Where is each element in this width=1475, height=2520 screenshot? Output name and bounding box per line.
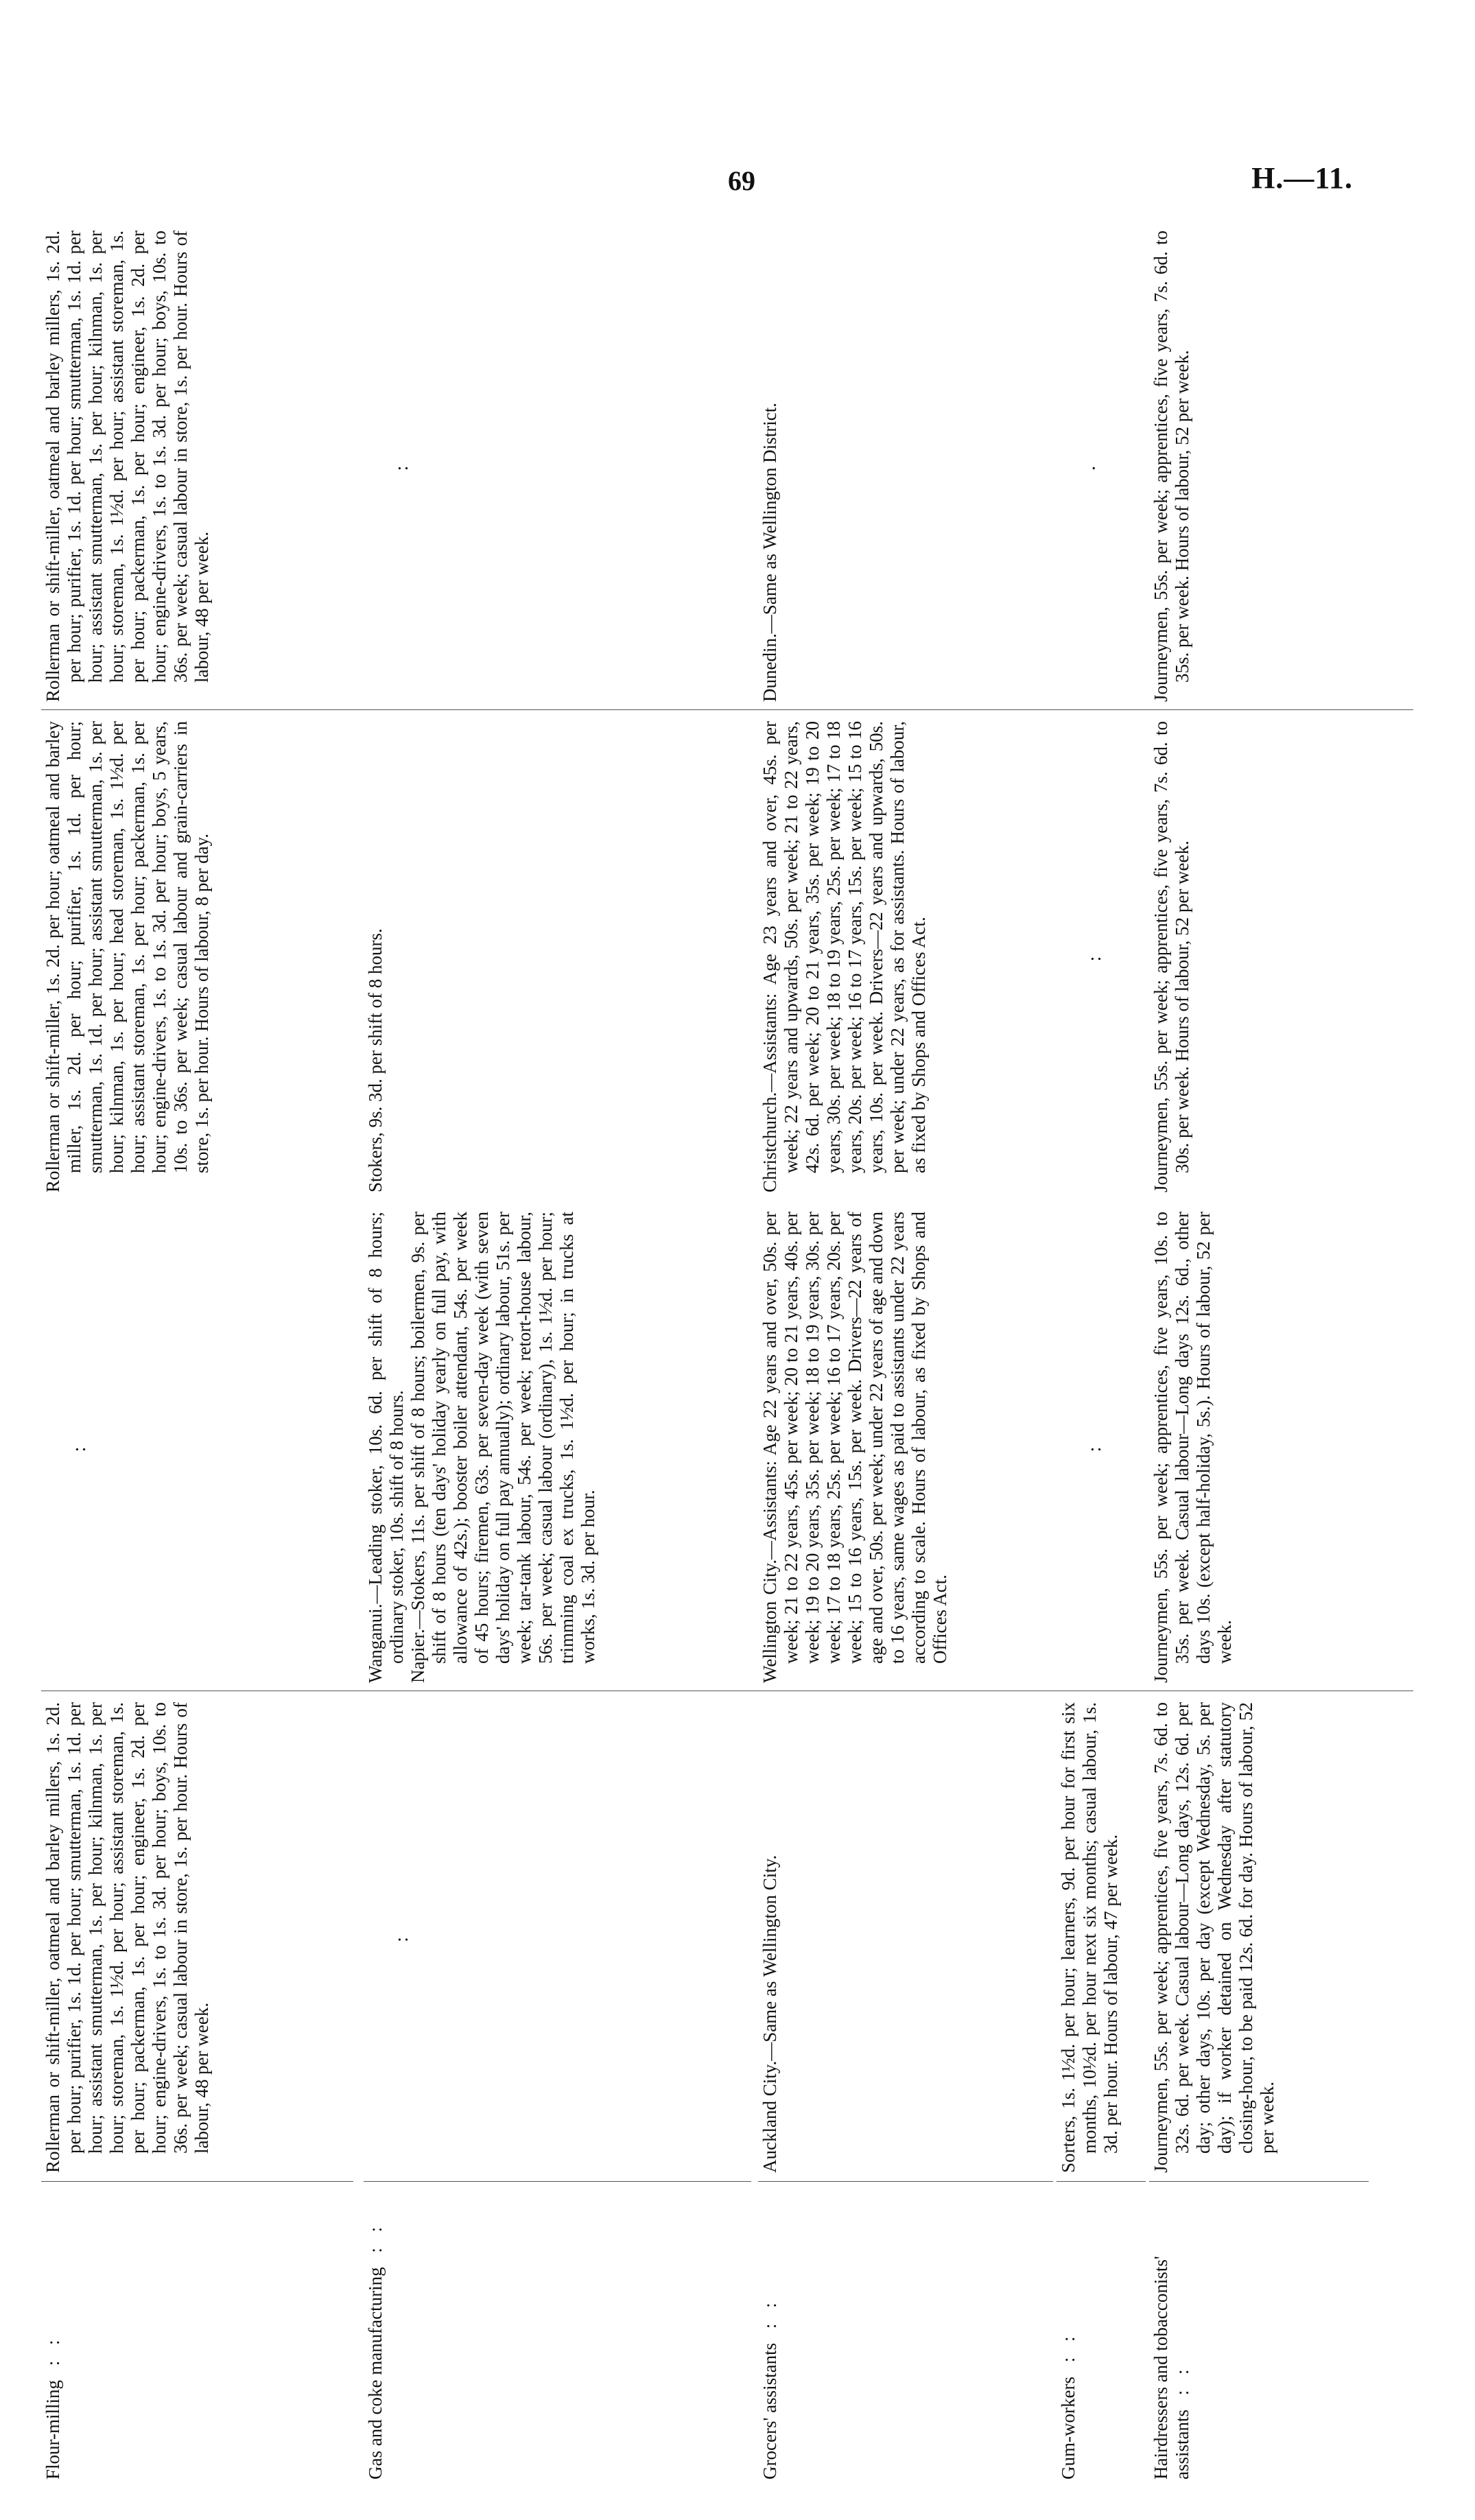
table-row [1149,220,1369,2484]
auckland-cell [758,1691,1053,2182]
christchurch-cell [41,710,353,1201]
leader-dots: : : [1172,2364,1192,2396]
wage-text: Rollerman or shift-miller, oatmeal and barley millers, 1s. 2d. per hour; purifier, 1s. 1d. per hour; smutterman, 1s. 1d. per hour; assistant smutterman, 1s. per hour; kilnman, 1s. per hour; storeman, 1s. 1½d. per hour; assistant storeman, 1s. per hour; packerman, 1s. per hour; engineer, 1s. 2d. per hour; engine-drivers, 1s. to 1s. 3d. per hour; boys, 10s. to 36s. per week; casual labour in store, 1s. per hour. Hours of labour, 48 per week. [43,1702,212,2173]
industry-cell [41,2182,353,2484]
auckland-cell [1149,1691,1369,2182]
table-row [41,220,353,2484]
leader-dots: : [1084,1442,1105,1452]
wellington-cell [1149,1201,1369,1691]
wellington-cell [758,1201,1053,1691]
page-number: 69 [728,165,755,196]
industry-label: Hairdressers and tobacconists' assistants [1150,2256,1192,2480]
wage-text: Stokers, 9s. 3d. per shift of 8 hours. [365,928,386,1192]
table-row [758,220,1053,2484]
leader-dots: : : [43,2334,63,2366]
auckland-cell [364,1691,751,2182]
wage-text: Rollerman or shift-miller, oatmeal and barley millers, 1s. 2d. per hour; purifier, 1s. 1d. per hour; smutterman, 1s. 1d. per hour; assistant smutterman, 1s. per hour; kilnman, 1s. per hour; storeman, 1s. 1½d. per hour; assistant storeman, 1s. per hour; packerman, 1s. per hour; engineer, 1s. 2d. per hour; engine-drivers, 1s. to 1s. 3d. per hour; boys, 10s. to 36s. per week; casual labour in store, 1s. per hour. Hours of labour, 48 per week. [43,231,212,702]
dunedin-cell [41,220,353,710]
leader-dots: : [69,1442,90,1452]
auckland-cell [1057,1691,1146,2182]
wage-text: Auckland City.—Same as Wellington City. [759,1854,780,2173]
leader-dots: : [391,1933,412,1942]
table-row [1057,220,1146,2484]
leader-dots: : : [1058,2331,1078,2363]
document-code: H.—11. [1251,161,1353,195]
industry-cell [758,2182,1053,2484]
wage-text: Journeymen, 55s. per week; apprentices, five years, 7s. 6d. to 35s. per week. Hours of labour, 52 per week. [1150,231,1192,702]
wage-text: Sorters, 1s. 1½d. per hour; learners, 9d. per hour for first six months, 10½d. per hour next six months; casual labour, 1s. 3d. per hour. Hours of labour, 47 per week. [1058,1702,1121,2173]
leader-dots: : : [759,2297,780,2329]
christchurch-cell [758,710,1053,1201]
christchurch-cell [1149,710,1369,1201]
industry-cell [364,2182,751,2484]
auckland-cell [41,1691,353,2182]
dunedin-cell [364,220,751,710]
wage-text: Dunedin.—Same as Wellington District. [759,402,780,702]
leader-dots: : [391,461,412,471]
wage-text: Christchurch.—Assistants: Age 23 years and over, 45s. per week; 22 years and upwards, 50s. per week; 21 to 22 years, 42s. 6d. per week; 20 to 21 years, 35s. per week; 19 to 20 years, 30s. per week; 18 to 19 years, 25s. per week; 17 to 18 years, 20s. per week; 16 to 17 years, 15s. per week; 15 to 16 years, 10s. per week. Drivers—22 years and upwards, 50s. per week; under 22 years, as for assistants. Hours of labour, as fixed by Shops and Offices Act. [759,721,929,1192]
industry-label: Gum-workers [1058,2377,1078,2480]
leader-dots: : [1084,952,1105,962]
wellington-cell [1057,1201,1146,1691]
dunedin-cell [1149,220,1369,710]
industry-label: Flour-milling [43,2380,63,2480]
wages-table [41,220,1434,2484]
wage-text: Napier.—Stokers, 11s. per shift of 8 hours; boilermen, 9s. per shift of 8 hours (ten days' holiday yearly on full pay, with allowance of 42s.); booster boiler attendant, 54s. per week of 45 hours; firemen, 63s. per seven-day week (with seven days' holiday on full pay annually); ordinary labour, 51s. per week; tar-tank labour, 54s. per week; retort-house labour, 56s. per week; casual labour (ordinary), 1s. 1½d. per hour; trimming coal ex trucks, 1s. 1½d. per hour; in trucks at works, 1s. 3d. per hour. [408,1212,598,1683]
wage-text: Journeymen, 55s. per week; apprentices, five years, 7s. 6d. to 32s. 6d. per week. Casual labour—Long days, 12s. 6d. per day; other days, 10s. per day (except Wednesday, 5s. per day); if worker detained on Wednesday after statutory closing-hour, to be paid 12s. 6d. for day. Hours of labour, 52 per week. [1150,1702,1277,2173]
christchurch-cell [1057,710,1146,1201]
dunedin-cell [1057,220,1146,710]
table-row [364,220,751,2484]
industry-label: Grocers' assistants [759,2342,780,2480]
wage-text: Journeymen, 55s. per week; apprentices, five years, 7s. 6d. to 30s. per week. Hours of labour, 52 per week. [1150,721,1192,1192]
wage-text: Wanganui.—Leading stoker, 10s. 6d. per shift of 8 hours; ordinary stoker, 10s. shift of 8 hours. [365,1212,407,1683]
leader-dots: : : [365,2221,386,2253]
wage-text: Journeymen, 55s. per week; apprentices, five years, 10s. to 35s. per week. Casual labour—Long days 12s. 6d., other days 10s. (except half-holiday, 5s.). Hours of labour, 52 per week. [1150,1212,1235,1683]
column-divider [41,709,1413,710]
wellington-cell [364,1201,751,1691]
wellington-cell [41,1201,353,1691]
wage-text: Rollerman or shift-miller, 1s. 2d. per hour; oatmeal and barley miller, 1s. 2d. per hour; purifier, 1s. 1d. per hour; smutterman, 1s. 1d. per hour; assistant smutterman, 1s. per hour; kilnman, 1s. per hour; head storeman, 1s. 1½d. per hour; assistant storeman, 1s. per hour; packerman, 1s. per hour; engine-drivers, 1s. to 1s. 3d. per hour; boys, 5 years, 10s. to 36s. per week; casual labour and grain-carriers in store, 1s. per hour. Hours of labour, 8 per day. [43,721,212,1192]
wage-text: Wellington City.—Assistants: Age 22 years and over, 50s. per week; 21 to 22 years, 45s. per week; 20 to 21 years, 40s. per week; 19 to 20 years, 35s. per week; 18 to 19 years, 30s. per week; 17 to 18 years, 25s. per week; 16 to 17 years, 20s. per week; 15 to 16 years, 15s. per week. Drivers—22 years of age and over, 50s. per week; under 22 years of age and down to 16 years, same wages as paid to assistants under 22 years according to scale. Hours of labour, as fixed by Shops and Offices Act. [759,1212,950,1683]
leader-dots: · [1084,460,1105,472]
industry-cell [1149,2182,1369,2484]
industry-label: Gas and coke manufacturing [365,2267,386,2480]
dunedin-cell [758,220,1053,710]
industry-cell [1057,2182,1146,2484]
christchurch-cell [364,710,751,1201]
